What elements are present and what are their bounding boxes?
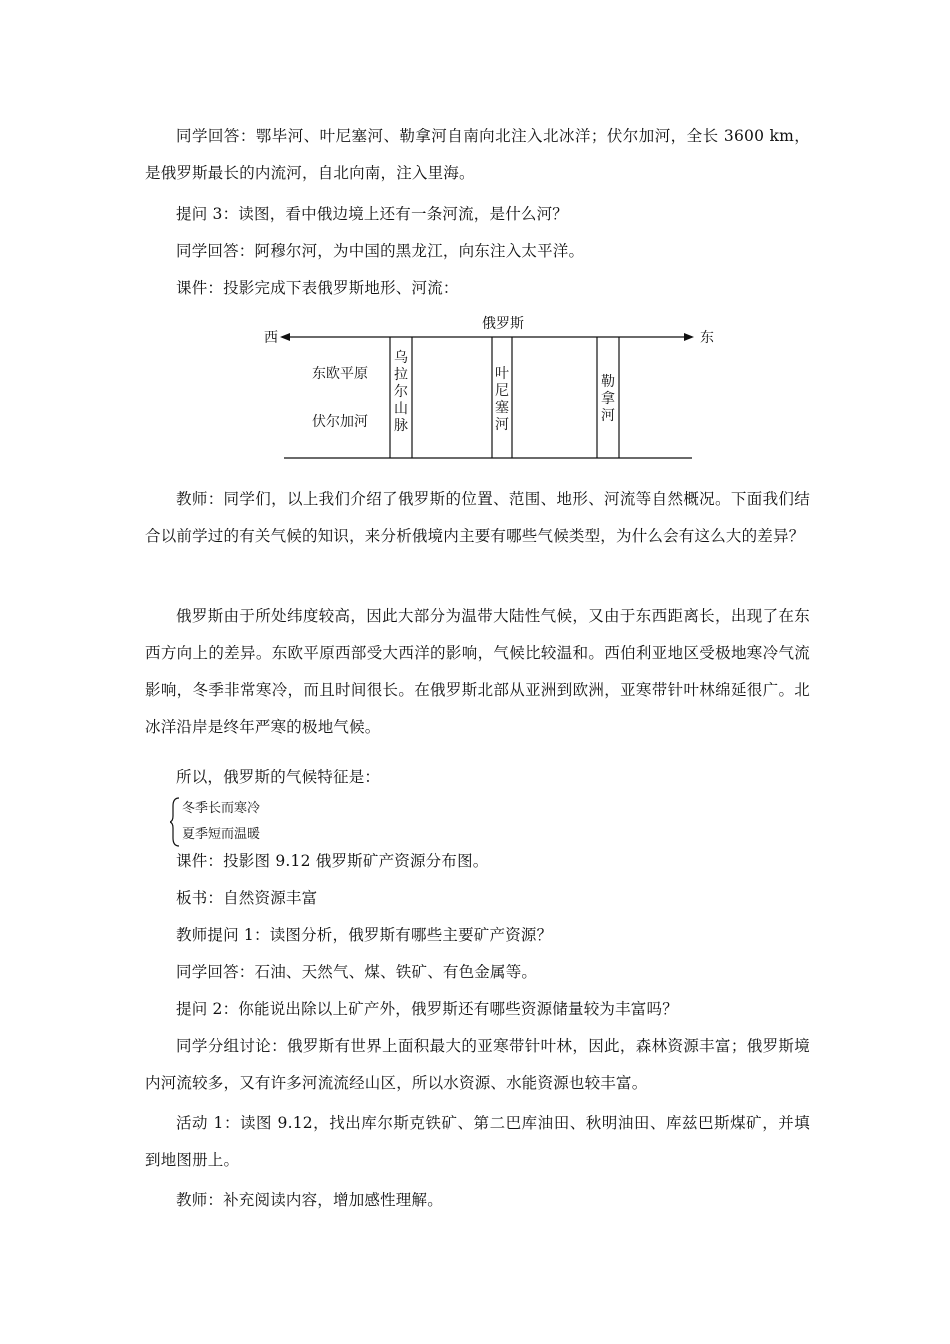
yenisei-char: 叶 <box>495 366 509 382</box>
east-arrowhead <box>684 333 694 341</box>
lena-char: 河 <box>601 408 615 424</box>
paragraph-question-1: 教师提问 1：读图分析，俄罗斯有哪些主要矿产资源？ <box>176 926 553 944</box>
winter-feature: 冬季长而寒冷 <box>182 801 261 816</box>
volga-label: 伏尔加河 <box>312 414 368 430</box>
paragraph-amur-answer: 同学回答：阿穆尔河，为中国的黑龙江，向东注入太平洋。 <box>176 242 585 260</box>
east-european-plain-label: 东欧平原 <box>312 366 368 382</box>
paragraph-board-writing: 板书：自然资源丰富 <box>176 889 318 907</box>
lena-char: 勒 <box>601 374 615 390</box>
paragraph-group-discussion: 同学分组讨论：俄罗斯有世界上面积最大的亚寒带针叶林，因此，森林资源丰富；俄罗斯境内河流较多，又有许多河流流经山区，所以水资源、水能资源也较丰富。 <box>145 1037 810 1092</box>
paragraph-climate-explanation: 俄罗斯由于所处纬度较高，因此大部分为温带大陆性气候，又由于东西距离长，出现了在东西方向上的差异。东欧平原西部受大西洋的影响，气候比较温和。西伯利亚地区受极地寒冷气流影响，冬季非常寒冷，而且时间很长。在俄罗斯北部从亚洲到欧洲，亚寒带针叶林绵延很广。北冰洋沿岸是终年严寒的极地气候。 <box>145 607 810 736</box>
paragraph-activity-1: 活动 1：读图 9.12，找出库尔斯克铁矿、第二巴库油田、秋明油田、库兹巴斯煤矿，并填到地图册上。 <box>145 1114 810 1169</box>
ural-char: 脉 <box>394 418 408 434</box>
ural-char: 尔 <box>394 384 408 400</box>
diagram-west-label: 西 <box>264 330 278 346</box>
yenisei-char: 尼 <box>495 383 509 399</box>
ural-char: 乌 <box>394 350 408 366</box>
yenisei-char: 塞 <box>495 400 509 416</box>
paragraph-courseware-table: 课件：投影完成下表俄罗斯地形、河流： <box>176 279 459 297</box>
left-brace-icon <box>170 798 179 846</box>
paragraph-question-3: 提问 3：读图，看中俄边境上还有一条河流，是什么河？ <box>176 205 568 223</box>
yenisei-char: 河 <box>495 417 509 433</box>
paragraph-question-2: 提问 2：你能说出除以上矿产外，俄罗斯还有哪些资源储量较为丰富吗？ <box>176 1000 678 1018</box>
paragraph-river-answer: 同学回答：鄂毕河、叶尼塞河、勒拿河自南向北注入北冰洋；伏尔加河，全长 3600 km，是俄罗斯最长的内流河，自北向南，注入里海。 <box>145 127 810 182</box>
lena-char: 拿 <box>601 391 615 407</box>
paragraph-teacher-reading: 教师：补充阅读内容，增加感性理解。 <box>176 1191 443 1209</box>
paragraph-courseware-map: 课件：投影图 9.12 俄罗斯矿产资源分布图。 <box>176 852 489 870</box>
ural-char: 拉 <box>394 367 408 383</box>
paragraph-teacher-climate: 教师：同学们，以上我们介绍了俄罗斯的位置、范围、地形、河流等自然概况。下面我们结合以前学过的有关气候的知识，来分析俄境内主要有哪些气候类型，为什么会有这么大的差异？ <box>145 490 810 545</box>
climate-features-brace <box>170 796 330 848</box>
diagram-title: 俄罗斯 <box>482 316 524 332</box>
ural-char: 山 <box>394 401 408 417</box>
paragraph-mineral-answer: 同学回答：石油、天然气、煤、铁矿、有色金属等。 <box>176 963 538 981</box>
summer-feature: 夏季短而温暖 <box>182 827 261 842</box>
paragraph-climate-features: 所以，俄罗斯的气候特征是： <box>176 768 381 786</box>
diagram-east-label: 东 <box>700 330 714 346</box>
west-arrowhead <box>280 333 290 341</box>
terrain-river-diagram <box>262 310 722 465</box>
